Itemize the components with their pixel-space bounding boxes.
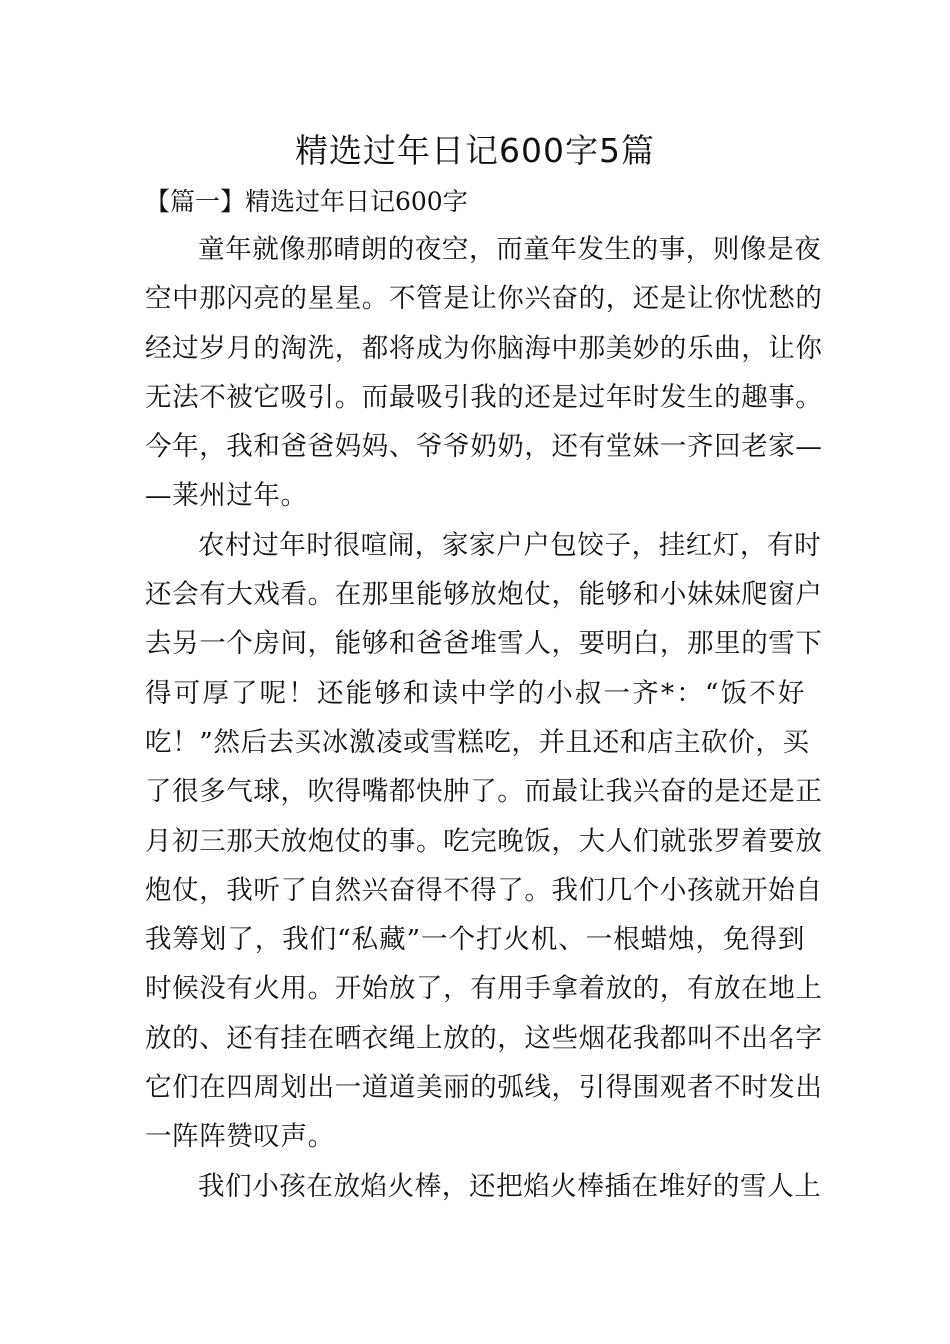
page-title: 精选过年日记600字5篇 xyxy=(295,131,655,170)
text-line: 农村过年时很喧闹，家家户户包饺子，挂红灯，有时 xyxy=(198,529,822,561)
text-line: 今年，我和爸爸妈妈、爷爷奶奶，还有堂妹一齐回老家— xyxy=(145,431,823,463)
text-line: 无法不被它吸引。而最吸引我的还是过年时发生的趣事。 xyxy=(145,381,823,413)
text-line: 得可厚了呢！还能够和读中学的小叔一齐*：“饭不好 xyxy=(145,677,805,709)
body-text xyxy=(145,230,823,1216)
text-line: 放的、还有挂在晒衣绳上放的，这些烟花我都叫不出名字 xyxy=(145,1022,823,1054)
text-line: 了很多气球，吹得嘴都快肿了。而最让我兴奋的是还是正 xyxy=(145,776,823,808)
text-line: 空中那闪亮的星星。不管是让你兴奋的，还是让你忧愁的 xyxy=(145,283,823,315)
text-line: 我筹划了，我们“私藏”一个打火机、一根蜡烛，免得到 xyxy=(145,924,805,956)
text-line: 去另一个房间，能够和爸爸堆雪人，要明白，那里的雪下 xyxy=(145,628,823,660)
text-line: 时候没有火用。开始放了，有用手拿着放的，有放在地上 xyxy=(145,973,823,1005)
text-line: 月初三那天放炮仗的事。吃完晚饭，大人们就张罗着要放 xyxy=(145,825,823,857)
text-line: 还会有大戏看。在那里能够放炮仗，能够和小妹妹爬窗户 xyxy=(145,579,823,611)
section-heading: 【篇一】精选过年日记600字 xyxy=(145,187,468,216)
text-line: 它们在四周划出一道道美丽的弧线，引得围观者不时发出 xyxy=(145,1072,823,1104)
text-line: 经过岁月的淘洗，都将成为你脑海中那美妙的乐曲，让你 xyxy=(145,332,823,364)
text-line: 我们小孩在放焰火棒，还把焰火棒插在堆好的雪人上 xyxy=(198,1170,822,1202)
text-line: —莱州过年。 xyxy=(145,480,308,512)
text-line: 吃！”然后去买冰激凌或雪糕吃，并且还和店主砍价，买 xyxy=(145,726,810,758)
text-line: 童年就像那晴朗的夜空，而童年发生的事，则像是夜 xyxy=(198,234,822,265)
text-line: 炮仗，我听了自然兴奋得不得了。我们几个小孩就开始自 xyxy=(145,874,823,906)
text-line: 一阵阵赞叹声。 xyxy=(145,1121,335,1153)
